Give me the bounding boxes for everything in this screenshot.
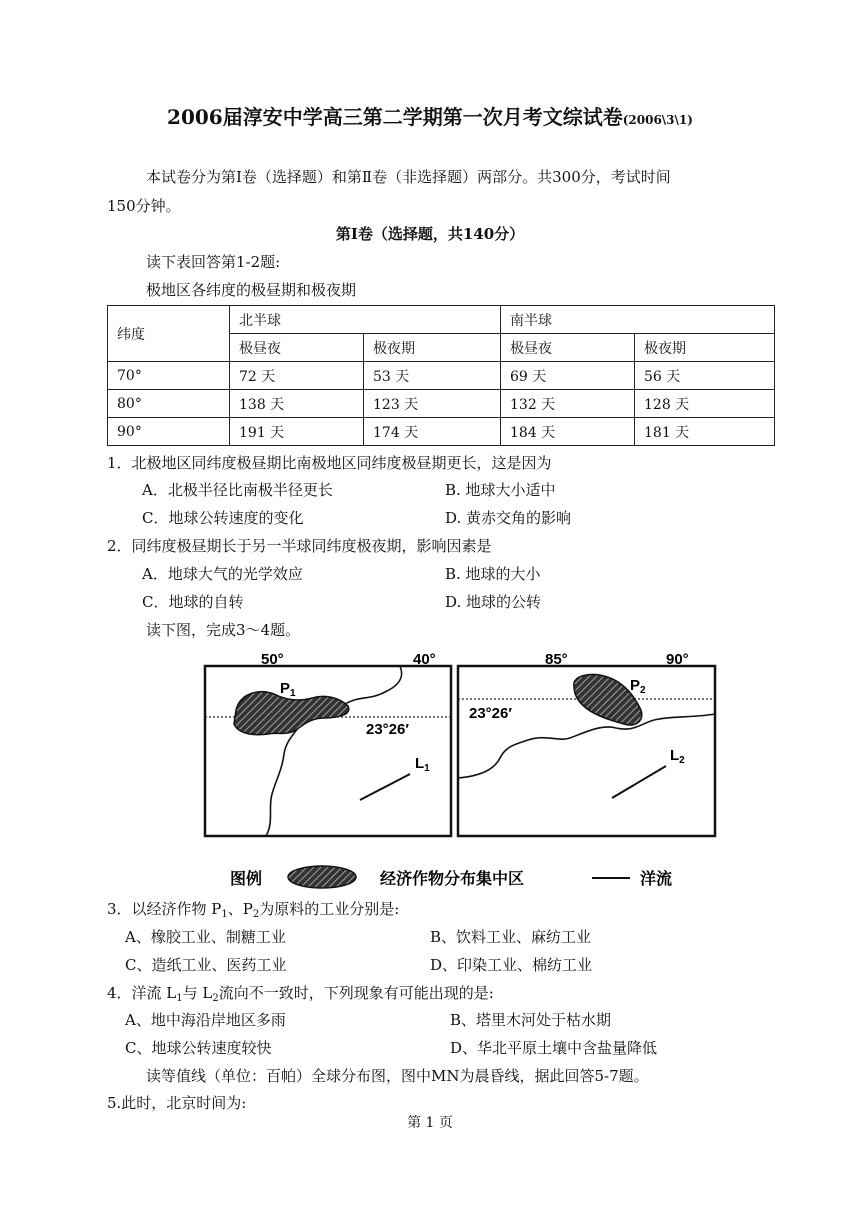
q1-option-c: C．地球公转速度的变化 [142,509,304,527]
intro-line-1: 本试卷分为第Ⅰ卷（选择题）和第Ⅱ卷（非选择题）两部分。共300分，考试时间 [146,168,671,186]
cell-south-day: 184 天 [501,418,635,446]
q3-option-c: C、造纸工业、医药工业 [125,956,287,974]
table-row [108,390,775,418]
cell-north-day: 138 天 [230,390,364,418]
table-row [108,362,775,390]
exam-date: (2006\3\1) [622,113,693,127]
q1-option-a: A．北极半径比南极半径更长 [142,481,333,499]
cell-south-night: 128 天 [635,390,775,418]
prompt-3-4: 读下图，完成3～4题。 [146,621,301,639]
right-lon-1: 85° [545,651,568,668]
right-current-line [612,766,666,798]
crop-current-map-figure [200,648,720,893]
cell-lat: 70° [108,362,230,390]
cell-north-night: 174 天 [364,418,501,446]
q2-option-a: A．地球大气的光学效应 [142,565,303,583]
left-map-panel [205,651,451,836]
q2-option-b: B. 地球的大小 [445,565,541,583]
left-current-line [360,774,410,800]
page-footer: 第 1 页 [407,1115,453,1131]
legend-title: 图例 [230,871,263,888]
subheader-north-night: 极夜期 [364,334,501,362]
right-lon-2: 90° [666,651,689,668]
q4-option-a: A、地中海沿岸地区多雨 [125,1011,286,1029]
prompt-5-7: 读等值线（单位：百帕）全球分布图，图中MN为晨昏线，据此回答5-7题。 [146,1067,649,1085]
exam-title-main: 2006届淳安中学高三第二学期第一次月考文综试卷 [167,105,623,129]
header-latitude: 纬度 [108,306,230,362]
exam-title [0,101,860,130]
intro-line-2: 150分钟。 [107,197,181,215]
legend-region-label: 经济作物分布集中区 [380,871,525,888]
q2-option-d: D. 地球的公转 [445,593,542,611]
q3-stem: 3．以经济作物 $P_1$、$P_2$为原料的工业分别是: [107,900,400,920]
q4-option-b: B、塔里木河处于枯水期 [450,1011,612,1029]
subheader-north-day: 极昼夜 [230,334,364,362]
polar-day-night-table [107,305,775,446]
header-north: 北半球 [230,306,501,334]
cell-north-night: 53 天 [364,362,501,390]
left-current-label: $L_1$ [415,755,430,774]
cell-north-day: 72 天 [230,362,364,390]
table-caption: 极地区各纬度的极昼期和极夜期 [146,281,357,299]
map-svg [200,648,720,893]
map-legend [230,866,672,888]
left-map-frame [205,666,451,836]
left-lon-2: 40° [413,651,436,668]
cell-south-night: 181 天 [635,418,775,446]
table-header-row [108,306,775,334]
cell-north-day: 191 天 [230,418,364,446]
q2-stem: 2．同纬度极昼期长于另一半球同纬度极夜期，影响因素是 [107,537,492,555]
cell-lat: 90° [108,418,230,446]
table-row [108,418,775,446]
right-tropic-label: 23°26′ [469,705,512,722]
right-coastline [458,714,715,778]
right-current-label: $L_2$ [670,747,685,766]
subheader-south-night: 极夜期 [635,334,775,362]
cell-south-day: 132 天 [501,390,635,418]
cell-south-day: 69 天 [501,362,635,390]
q4-option-c: C、地球公转速度较快 [125,1039,272,1057]
q1-option-d: D. 黄赤交角的影响 [445,509,572,527]
header-south: 南半球 [501,306,775,334]
right-region-label: $P_2$ [630,677,646,696]
cell-lat: 80° [108,390,230,418]
cell-north-night: 123 天 [364,390,501,418]
q4-stem: 4．洋流 $L_1$与 $L_2$流向不一致时，下列现象有可能出现的是: [107,984,494,1004]
prompt-1-2: 读下表回答第1-2题: [146,253,281,271]
q1-stem: 1．北极地区同纬度极昼期比南极地区同纬度极昼期更长，这是因为 [107,454,552,472]
q3-option-d: D、印染工业、棉纺工业 [430,956,593,974]
right-map-panel [458,651,715,836]
left-tropic-label: 23°26′ [366,721,409,738]
q2-option-c: C．地球的自转 [142,593,244,611]
cell-south-night: 56 天 [635,362,775,390]
left-lon-1: 50° [261,651,284,668]
section-title: 第Ⅰ卷（选择题，共140分） [335,225,525,243]
subheader-south-day: 极昼夜 [501,334,635,362]
q1-option-b: B. 地球大小适中 [445,481,556,499]
q3-option-a: A、橡胶工业、制糖工业 [125,928,286,946]
left-region-label: $P_1$ [280,680,296,699]
legend-current-label: 洋流 [640,871,673,888]
legend-region-swatch [288,866,356,888]
q5-stem: 5.此时，北京时间为: [107,1094,247,1112]
q3-option-b: B、饮料工业、麻纺工业 [430,928,592,946]
q4-option-d: D、华北平原土壤中含盐量降低 [450,1039,658,1057]
